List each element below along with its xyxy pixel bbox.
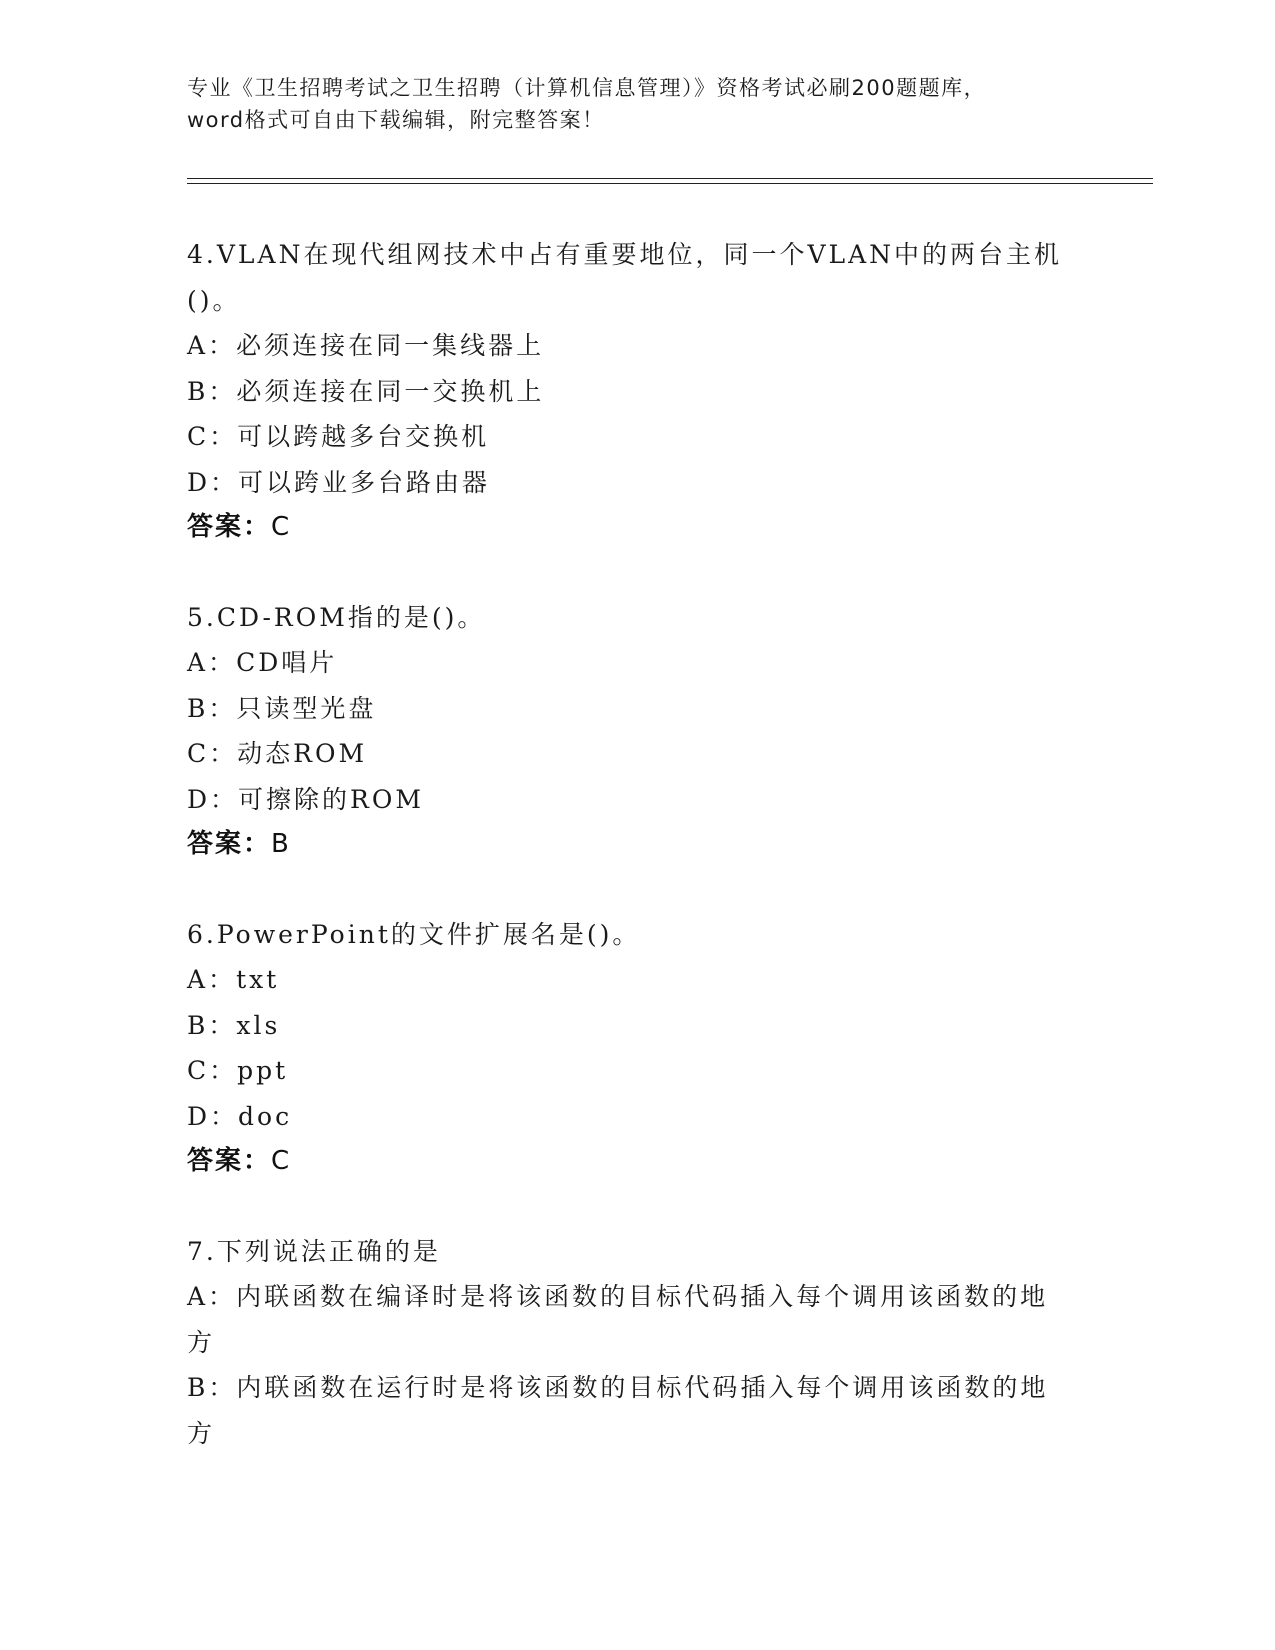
option-label: D： [187, 1101, 239, 1131]
option-text: 必须连接在同一交换机上 [236, 376, 545, 406]
question-5 [187, 595, 1087, 868]
option-text: 可以跨业多台路由器 [238, 467, 491, 497]
document-header [187, 72, 1087, 136]
answer [187, 822, 1087, 868]
option-label: A： [187, 965, 237, 994]
option-d [187, 777, 1067, 823]
option-d [187, 460, 1067, 506]
option-a [187, 323, 1067, 369]
header-divider [187, 178, 1153, 184]
option-label: C： [187, 422, 238, 451]
option-text: xls [236, 1010, 281, 1040]
answer [187, 505, 1087, 551]
question-7 [187, 1229, 1087, 1457]
option-text: 内联函数在运行时是将该函数的目标代码插入每个调用该函数的地方 [187, 1373, 1049, 1448]
option-text: 必须连接在同一集线器上 [236, 331, 545, 360]
option-c [187, 731, 1067, 777]
option-c [187, 414, 1067, 460]
option-c [187, 1048, 1067, 1094]
answer-label: 答案： [187, 512, 272, 542]
option-text: ppt [237, 1056, 289, 1085]
option-text: 可以跨越多台交换机 [237, 422, 490, 451]
question-stem: 7.下列说法正确的是 [187, 1236, 441, 1266]
header-line-2: word格式可自由下载编辑，附完整答案！ [187, 108, 605, 132]
question-stem: 6.PowerPoint的文件扩展名是()。 [187, 919, 641, 949]
option-text: CD唱片 [236, 648, 338, 677]
option-text: 内联函数在编译时是将该函数的目标代码插入每个调用该函数的地方 [187, 1282, 1049, 1357]
question-stem: 4.VLAN在现代组网技术中占有重要地位，同一个VLAN中的两台主机()。 [187, 240, 1063, 315]
option-a [187, 1274, 1067, 1365]
header-line-1: 专业《卫生招聘考试之卫生招聘（计算机信息管理）》资格考试必刷200题题库， [187, 76, 987, 100]
option-text: 动态ROM [237, 739, 368, 768]
option-text: txt [236, 965, 280, 994]
option-label: C： [187, 1056, 238, 1085]
option-text: 可擦除的ROM [238, 784, 424, 814]
option-b [187, 1003, 1067, 1049]
option-d [187, 1094, 1067, 1140]
option-label: A： [187, 648, 237, 677]
option-text: doc [238, 1101, 293, 1131]
option-b [187, 369, 1067, 415]
option-label: A： [187, 331, 237, 360]
question-stem: 5.CD-ROM指的是()。 [187, 602, 486, 632]
option-text: 只读型光盘 [236, 693, 377, 723]
option-b [187, 686, 1067, 732]
answer-value: B [271, 829, 291, 859]
option-label: B： [187, 1373, 237, 1402]
answer [187, 1139, 1087, 1185]
answer-value: C [271, 1146, 292, 1176]
question-list [187, 232, 1087, 1500]
question-4 [187, 232, 1087, 551]
option-label: B： [187, 693, 237, 723]
option-label: D： [187, 467, 239, 497]
option-a [187, 640, 1067, 686]
option-label: A： [187, 1282, 237, 1311]
answer-label: 答案： [187, 829, 272, 859]
option-label: B： [187, 1010, 237, 1040]
answer-value: C [271, 512, 292, 542]
option-b [187, 1365, 1067, 1456]
option-label: D： [187, 784, 239, 814]
option-a [187, 957, 1067, 1003]
question-6 [187, 912, 1087, 1185]
option-label: C： [187, 739, 238, 768]
option-label: B： [187, 376, 237, 406]
answer-label: 答案： [187, 1146, 272, 1176]
